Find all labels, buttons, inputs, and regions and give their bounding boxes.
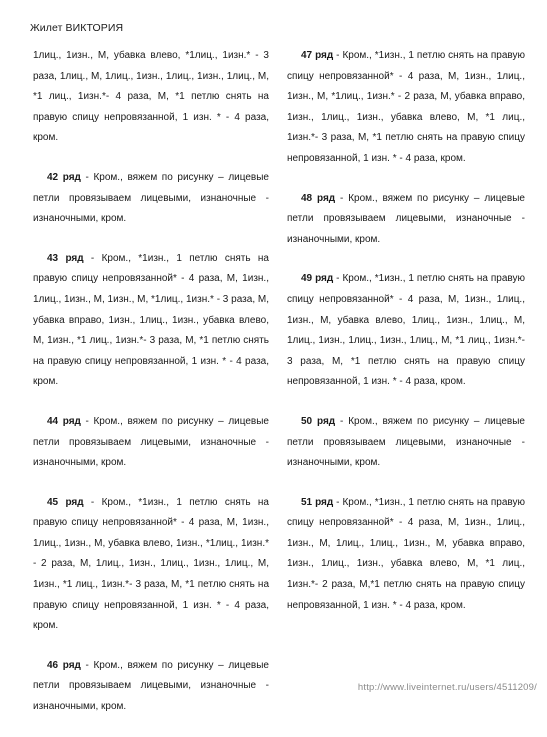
row-text: - Кром., *1изн., 1 петлю снять на правую спицу непровязанной* - 4 раза, М, 1изн., 1лиц., 1изн., М, 1изн., М, *1лиц., 1изн.* - 3 раза, М, убавка вправо, 1изн., 1лиц., 1изн., убавка влево, М, 1изн., *1 лиц., 1изн.*- 3 раза, М, *1 петлю снять на правую спицу непровязанной, 1 изн. * - 4 раза, кром. <box>33 252 269 388</box>
instruction-paragraph <box>287 493 525 617</box>
row-number: 42 ряд <box>47 171 81 183</box>
instruction-paragraph <box>287 412 525 474</box>
page-header <box>30 22 123 34</box>
row-number: 47 ряд <box>301 50 334 61</box>
right-column <box>287 46 525 635</box>
row-text: - Кром., *1изн., 1 петлю снять на правую спицу непровязанной* - 4 раза, М, 1изн., 1лиц., 1изн., М, 1лиц., 1лиц., 1изн., М, убавка вправо, 1изн., 1лиц., 1изн., убавка влево, М, *1 лиц., 1изн.*- 2 раза, М,*1 петлю снять на правую спицу непровязанной, 1 изн. * - 4 раза, кром. <box>287 496 526 611</box>
watermark-url: http://www.liveinternet.ru/users/4511209/ <box>357 682 537 693</box>
row-number: 49 ряд <box>301 273 334 285</box>
instruction-paragraph <box>287 46 525 170</box>
instruction-paragraph <box>33 656 269 718</box>
row-text: - Кром., вяжем по рисунку – лицевые петли провязываем лицевыми, изнаночные - изнаночными, кром. <box>287 192 525 245</box>
row-text: - Кром., вяжем по рисунку – лицевые петли провязываем лицевыми, изнаночные - изнаночными, кром. <box>33 415 269 469</box>
left-column <box>33 46 269 737</box>
row-number: 51 ряд <box>301 496 334 508</box>
instruction-paragraph <box>287 189 525 251</box>
row-number: 44 ряд <box>47 415 81 427</box>
instruction-paragraph <box>287 269 525 393</box>
row-text: - Кром., вяжем по рисунку – лицевые петли провязываем лицевыми, изнаночные - изнаночными, кром. <box>33 659 269 713</box>
instruction-paragraph <box>33 46 269 149</box>
instruction-paragraph <box>33 249 269 393</box>
row-text: - Кром., *1изн., 1 петлю снять на правую спицу непровязанной* - 4 раза, М, 1изн., 1лиц., 1изн., М, убавка влево, 1изн., *1лиц., 1изн.* - 2 раза, М, 1лиц., 1изн., 1лиц., 1изн., 1лиц., М, 1изн., *1 лиц., 1изн.*- 3 раза, М, *1 петлю снять на правую спицу непровязанной, 1 изн. * - 4 раза, кром. <box>33 496 269 632</box>
row-text: 1лиц., 1изн., М, убавка влево, *1лиц., 1изн.* - 3 раза, 1лиц., М, 1лиц., 1изн., 1лиц., 1изн., 1лиц., М, *1 лиц., 1изн.*- 4 раза, М, *1 петлю снять на правую спицу непровязанной, 1 изн. * - 4 раза, кром. <box>33 50 269 144</box>
row-number: 48 ряд <box>301 192 336 204</box>
row-text: - Кром., *1изн., 1 петлю снять на правую спицу непровязанной* - 4 раза, М, 1изн., 1лиц., 1изн., М, убавка влево, 1лиц., 1изн., 1лиц., М, 1лиц., 1изн., 1лиц., 1изн., 1лиц., М, *1 лиц., 1изн.*- 3 раза, М, *1 петлю снять на правую спицу непровязанной, 1 изн. * - 4 раза, кром. <box>287 273 526 388</box>
row-text: - Кром., вяжем по рисунку – лицевые петли провязываем лицевыми, изнаночные - изнаночными, кром. <box>33 171 269 225</box>
row-number: 45 ряд <box>47 496 84 508</box>
row-number: 43 ряд <box>47 252 84 264</box>
instruction-paragraph <box>33 168 269 230</box>
instruction-paragraph <box>33 412 269 474</box>
header-title: ВИКТОРИЯ <box>65 22 124 34</box>
row-number: 50 ряд <box>301 415 336 427</box>
row-text: - Кром., *1изн., 1 петлю снять на правую спицу непровязанной* - 4 раза, М, 1изн., 1лиц., 1изн., М, *1лиц., 1изн.* - 2 раза, М, убавка вправо, 1изн., 1лиц., 1изн., убавка влево, М, *1 лиц., 1изн.*- 3 раза, М, *1 петлю снять на правую спицу непровязанной, 1 изн. * - 4 раза, кром. <box>287 50 526 164</box>
row-number: 46 ряд <box>47 659 81 671</box>
header-prefix: Жилет <box>30 22 66 34</box>
instruction-paragraph <box>33 493 269 637</box>
row-text: - Кром., вяжем по рисунку – лицевые петли провязываем лицевыми, изнаночные - изнаночными, кром. <box>287 415 525 469</box>
